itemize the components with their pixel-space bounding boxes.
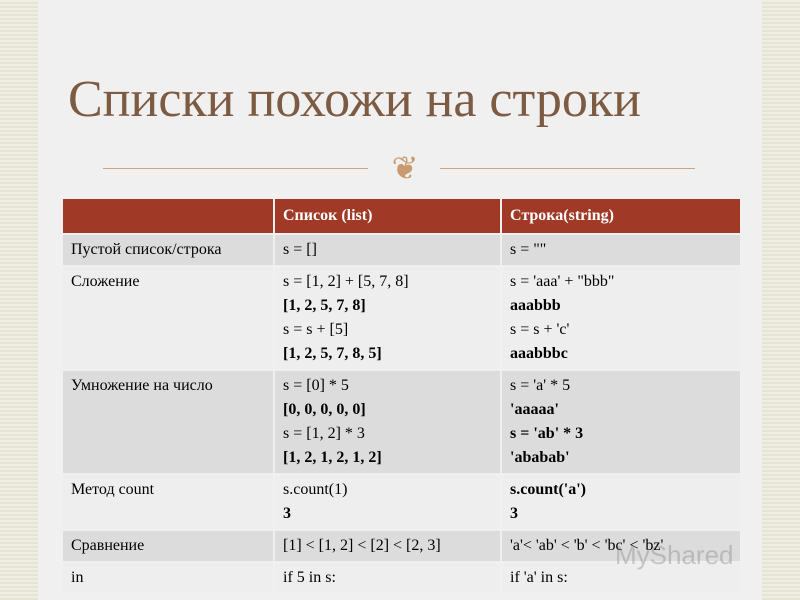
list-cell <box>274 266 501 370</box>
table-row <box>62 234 741 266</box>
row-label-cell: Пустой список/строка <box>62 234 274 266</box>
row-label-cell: in <box>62 562 274 594</box>
list-cell <box>274 370 501 474</box>
slide-title: Списки похожи на строки <box>68 71 641 128</box>
table-row <box>62 370 741 474</box>
string-cell <box>501 474 741 530</box>
string-cell <box>501 234 741 266</box>
string-code-line: aaabbb <box>510 297 561 314</box>
string-code-line: 'ababab' <box>510 449 570 466</box>
list-code-line: s = [] <box>283 241 317 258</box>
table-row <box>62 474 741 530</box>
right-frame-border <box>762 0 800 600</box>
list-cell <box>274 562 501 594</box>
string-cell <box>501 370 741 474</box>
row-label-cell: Умножение на число <box>62 370 274 474</box>
string-code-line: 'aaaaa' <box>510 401 559 418</box>
list-code-line: s = [1, 2] * 3 <box>283 425 365 442</box>
list-code-line: s = [1, 2] + [5, 7, 8] <box>283 273 409 290</box>
title-divider-left <box>103 168 368 169</box>
string-cell <box>501 266 741 370</box>
list-cell <box>274 474 501 530</box>
table-header-row <box>62 198 741 234</box>
header-cell-empty <box>62 198 274 234</box>
comparison-table <box>61 197 742 595</box>
string-code-line: 3 <box>510 505 518 522</box>
row-label-cell: Сложение <box>62 266 274 370</box>
string-code-line: s = "" <box>510 241 547 258</box>
row-label-cell: Сравнение <box>62 530 274 562</box>
list-code-line: 3 <box>283 505 291 522</box>
string-code-line: 'a'< 'ab' < 'b' < 'bc' < 'bz' <box>510 537 664 554</box>
list-code-line: if 5 in s: <box>283 569 336 586</box>
list-code-line: s.count(1) <box>283 481 348 498</box>
table-row <box>62 266 741 370</box>
list-code-line: [0, 0, 0, 0, 0] <box>283 401 366 418</box>
string-code-line: aaabbbc <box>510 345 568 362</box>
list-code-line: [1, 2, 5, 7, 8, 5] <box>283 345 382 362</box>
string-code-line: if 'a' in s: <box>510 569 568 586</box>
string-code-line: s = 'aaa' + "bbb" <box>510 273 615 290</box>
header-cell-string: Строка(string) <box>501 198 741 234</box>
row-label-cell: Метод count <box>62 474 274 530</box>
list-code-line: [1, 2, 5, 7, 8] <box>283 297 366 314</box>
title-divider-right <box>440 168 695 169</box>
list-code-line: [1] < [1, 2] < [2] < [2, 3] <box>283 537 441 554</box>
list-code-line: s = s + [5] <box>283 321 349 338</box>
list-code-line: s = [0] * 5 <box>283 377 349 394</box>
string-code-line: s = s + 'c' <box>510 321 570 338</box>
scroll-ornament-icon: ❦ <box>391 149 419 187</box>
header-cell-list: Список (list) <box>274 198 501 234</box>
list-cell <box>274 234 501 266</box>
watermark-text: MyShared <box>615 540 734 570</box>
string-code-line: s = 'ab' * 3 <box>510 425 584 442</box>
string-code-line: s = 'a' * 5 <box>510 377 571 394</box>
list-cell <box>274 530 501 562</box>
list-code-line: [1, 2, 1, 2, 1, 2] <box>283 449 382 466</box>
string-code-line: s.count('a') <box>510 481 586 498</box>
left-frame-border <box>0 0 38 600</box>
